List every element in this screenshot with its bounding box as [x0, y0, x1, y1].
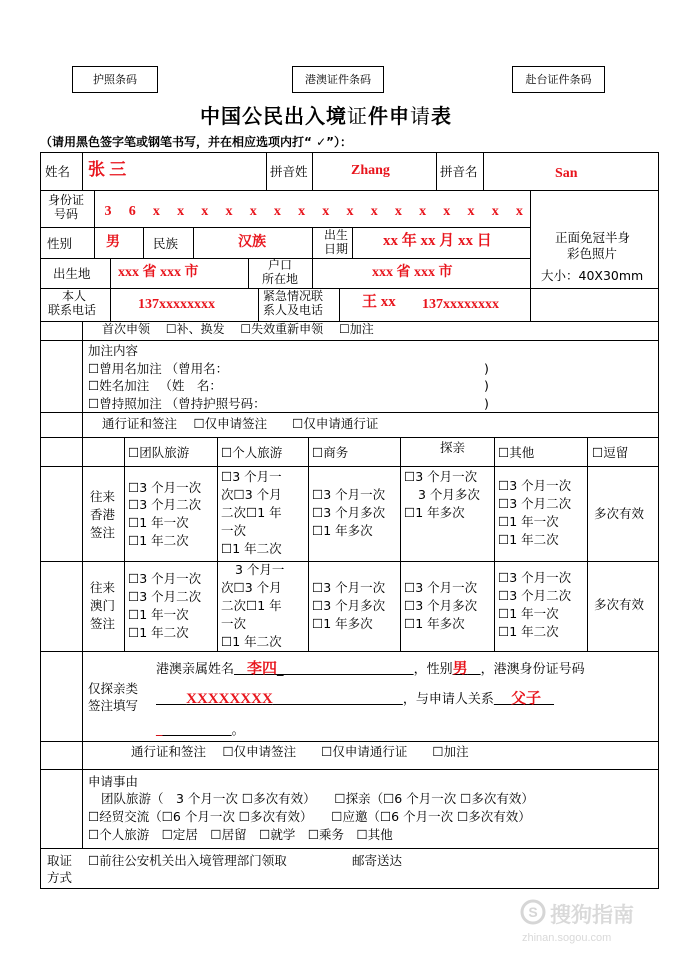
macau-business-option[interactable]: ☐1 年多次	[312, 616, 373, 631]
macau-personal-option[interactable]: 一次	[221, 616, 247, 631]
ethnic-label: 民族	[153, 236, 179, 251]
annotation-heading: 加注内容	[88, 343, 139, 358]
passport-application-options[interactable]: 首次申领 ☐补、换发 ☐失效重新申领 ☐加注	[102, 322, 374, 336]
hk-other-option[interactable]: ☐3 个月一次	[498, 478, 572, 493]
relative-id-line: XXXXXXXX ，与申请人关系 父子	[186, 691, 541, 707]
permit-options-lower[interactable]: 通行证和签注 ☐仅申请签注 ☐仅申请通行证 ☐加注	[131, 744, 469, 759]
ethnic-value: 汉族	[238, 235, 266, 250]
phone-label-line2: 联系电话	[48, 303, 97, 317]
hk-personal-option[interactable]: ☐3 个月一	[221, 469, 282, 484]
hk-macau-barcode-box: 港澳证件条码	[292, 66, 384, 93]
sex-label: 性别	[47, 236, 73, 251]
hk-visa-label-1: 往来	[90, 489, 116, 504]
hk-team-option[interactable]: ☐3 个月一次	[128, 480, 202, 495]
photo-size: 大小：40X30mm	[541, 268, 644, 283]
purpose-line-3[interactable]: ☐个人旅游 ☐定居 ☐居留 ☐就学 ☐乘务 ☐其他	[88, 827, 393, 842]
hk-family-option[interactable]: ☐3 个月一次	[404, 469, 478, 484]
pinyin-given-value: San	[555, 166, 578, 181]
photo-requirement-line1: 正面免冠半身	[555, 230, 631, 245]
pinyin-surname-value: Zhang	[351, 163, 390, 178]
visa-header-family-visit: 探亲	[440, 440, 466, 455]
macau-visa-label-3: 签注	[90, 616, 116, 631]
hk-business-option[interactable]: ☐3 个月一次	[312, 487, 386, 502]
relation-value: 父子	[510, 691, 541, 707]
hukou-value: xxx 省 xxx 市	[372, 265, 453, 280]
phone-value: 137xxxxxxxx	[138, 297, 215, 312]
macau-family-option[interactable]: ☐3 个月多次	[404, 598, 478, 613]
watermark-url: zhinan.sogou.com	[522, 932, 612, 944]
id-label-line1: 身份证	[48, 193, 85, 207]
pinyin-given-label: 拼音名	[440, 164, 478, 179]
macau-team-option[interactable]: ☐3 个月二次	[128, 589, 202, 604]
id-digit: x	[152, 204, 160, 219]
macau-other-option[interactable]: ☐3 个月二次	[498, 588, 572, 603]
visa-header-individual-tour[interactable]: ☐个人旅游	[221, 445, 283, 460]
hk-business-option[interactable]: ☐3 个月多次	[312, 505, 386, 520]
id-digit: x	[225, 204, 233, 219]
watermark-brand: 搜狗指南	[550, 904, 634, 927]
id-digit: x	[273, 204, 281, 219]
hk-visa-label-3: 签注	[90, 525, 116, 540]
pickup-label-1: 取证	[47, 853, 73, 868]
svg-text:S: S	[528, 904, 538, 920]
birth-date-value: xx 年 xx 月 xx 日	[383, 233, 492, 249]
taiwan-barcode-box: 赴台证件条码	[512, 66, 605, 93]
id-digit: x	[491, 204, 499, 219]
macau-team-option[interactable]: ☐3 个月一次	[128, 571, 202, 586]
name-value: 张 三	[88, 160, 127, 179]
macau-personal-option[interactable]: ☐1 年二次	[221, 634, 282, 649]
form-title: 中国公民出入境证件申请表	[200, 104, 452, 128]
macau-family-option[interactable]: ☐3 个月一次	[404, 580, 478, 595]
macau-team-option[interactable]: ☐1 年一次	[128, 607, 189, 622]
hk-team-option[interactable]: ☐1 年一次	[128, 515, 189, 530]
id-digit: x	[346, 204, 354, 219]
macau-stay-option: 多次有效	[594, 597, 645, 612]
birthplace-label: 出生地	[53, 266, 91, 281]
sex-value: 男	[106, 235, 120, 250]
hk-personal-option[interactable]: ☐1 年二次	[221, 541, 282, 556]
pinyin-surname-label: 拼音姓	[270, 164, 308, 179]
pickup-label-2: 方式	[47, 870, 73, 885]
annotation-name[interactable]: ☐姓名加注 （姓 名：	[88, 378, 222, 393]
hk-family-option[interactable]: 3 个月多次	[418, 487, 480, 502]
id-digit: x	[443, 204, 451, 219]
hk-family-option[interactable]: ☐1 年多次	[404, 505, 465, 520]
annotation-former-passport[interactable]: ☐曾持照加注 （曾持护照号码：	[88, 396, 266, 411]
macau-business-option[interactable]: ☐3 个月一次	[312, 580, 386, 595]
phone-label-line1: 本人	[62, 289, 87, 303]
macau-visa-label-2: 澳门	[90, 598, 116, 613]
hk-team-option[interactable]: ☐1 年二次	[128, 533, 189, 548]
family-visit-label-1: 仅探亲类	[88, 681, 139, 696]
id-digit: x	[467, 204, 475, 219]
id-digit: x	[249, 204, 257, 219]
sogou-logo-icon	[520, 899, 546, 925]
macau-visa-label-1: 往来	[90, 580, 116, 595]
hk-other-option[interactable]: ☐3 个月二次	[498, 496, 572, 511]
id-digit: 3	[104, 204, 112, 219]
hk-other-option[interactable]: ☐1 年二次	[498, 532, 559, 547]
visa-header-other[interactable]: ☐其他	[498, 445, 535, 460]
relative-name-line: 港澳亲属姓名 李四_ ，性别男 ，港澳身份证号码	[156, 661, 585, 677]
name-label: 姓名	[45, 164, 71, 179]
permit-options-upper[interactable]: 通行证和签注 ☐仅申请签注 ☐仅申请通行证	[102, 416, 379, 431]
photo-requirement-line2: 彩色照片	[567, 246, 618, 261]
passport-barcode-box: 护照条码	[72, 66, 158, 93]
annotation-close-paren: )	[484, 396, 489, 411]
macau-personal-option[interactable]: 3 个月一	[235, 562, 285, 577]
fill-instruction: （请用黑色签字笔或钢笔书写，并在相应选项内打“ ✓”）：	[40, 135, 353, 149]
macau-personal-option[interactable]: 二次☐1 年	[221, 598, 282, 613]
id-digit: x	[515, 204, 523, 219]
id-digit: x	[394, 204, 402, 219]
hk-personal-option[interactable]: 二次☐1 年	[221, 505, 282, 520]
hk-visa-label-2: 香港	[90, 507, 116, 522]
birth-label-line2: 日期	[324, 242, 349, 256]
relative-sex-value: 男	[452, 661, 468, 677]
birthplace-value: xxx 省 xxx 市	[118, 265, 199, 280]
emergency-phone: 137xxxxxxxx	[422, 297, 499, 312]
sogou-watermark	[520, 895, 670, 955]
hk-stay-option: 多次有效	[594, 506, 645, 521]
macau-business-option[interactable]: ☐3 个月多次	[312, 598, 386, 613]
id-digit: 6	[128, 204, 136, 219]
macau-family-option[interactable]: ☐1 年多次	[404, 616, 465, 631]
emergency-label-line1: 紧急情况联	[263, 289, 324, 303]
purpose-line-2[interactable]: ☐经贸交流（☐6 个月一次 ☐多次有效） ☐应邀（☐6 个月一次 ☐多次有效）	[88, 809, 531, 824]
purpose-line-1[interactable]: 团队旅游（ 3 个月一次 ☐多次有效） ☐探亲（☐6 个月一次 ☐多次有效）	[101, 791, 534, 806]
hk-business-option[interactable]: ☐1 年多次	[312, 523, 373, 538]
hukou-label-line2: 所在地	[262, 272, 299, 286]
hk-other-option[interactable]: ☐1 年一次	[498, 514, 559, 529]
macau-personal-option[interactable]: 次☐3 个月	[221, 580, 282, 595]
pickup-option-office[interactable]: ☐前往公安机关出入境管理部门领取	[88, 853, 287, 868]
visa-header-business[interactable]: ☐商务	[312, 445, 349, 460]
relative-name-value: 李四	[247, 661, 278, 677]
macau-team-option[interactable]: ☐1 年二次	[128, 625, 189, 640]
relative-id-value: XXXXXXXX	[186, 691, 273, 707]
id-digit: x	[201, 204, 209, 219]
emergency-name: 王 xx	[362, 294, 396, 310]
macau-other-option[interactable]: ☐3 个月一次	[498, 570, 572, 585]
annotation-close-paren: )	[484, 378, 489, 393]
visa-header-team-tour[interactable]: ☐团队旅游	[128, 445, 190, 460]
macau-other-option[interactable]: ☐1 年二次	[498, 624, 559, 639]
id-label-line2: 号码	[54, 207, 79, 221]
annotation-close-paren: )	[484, 361, 489, 376]
id-digit: x	[370, 204, 378, 219]
annotation-former-name[interactable]: ☐曾用名加注 （曾用名：	[88, 361, 229, 376]
macau-other-option[interactable]: ☐1 年一次	[498, 606, 559, 621]
emergency-label-line2: 系人及电话	[263, 303, 324, 317]
family-visit-label-2: 签注填写	[88, 698, 139, 713]
hukou-label-line1: 户口	[268, 258, 293, 272]
birth-label-line1: 出生	[324, 228, 349, 242]
visa-header-stay[interactable]: ☐逗留	[592, 445, 629, 460]
relative-end-line: _ 。	[156, 722, 245, 738]
id-digit: x	[419, 204, 427, 219]
id-digit: x	[177, 204, 185, 219]
pickup-option-mail[interactable]: 邮寄送达	[352, 853, 403, 868]
hk-personal-option[interactable]: 一次	[221, 523, 247, 538]
id-digit: x	[322, 204, 330, 219]
hk-personal-option[interactable]: 次☐3 个月	[221, 487, 282, 502]
hk-team-option[interactable]: ☐3 个月二次	[128, 497, 202, 512]
id-digit: x	[298, 204, 306, 219]
purpose-heading: 申请事由	[88, 774, 139, 789]
